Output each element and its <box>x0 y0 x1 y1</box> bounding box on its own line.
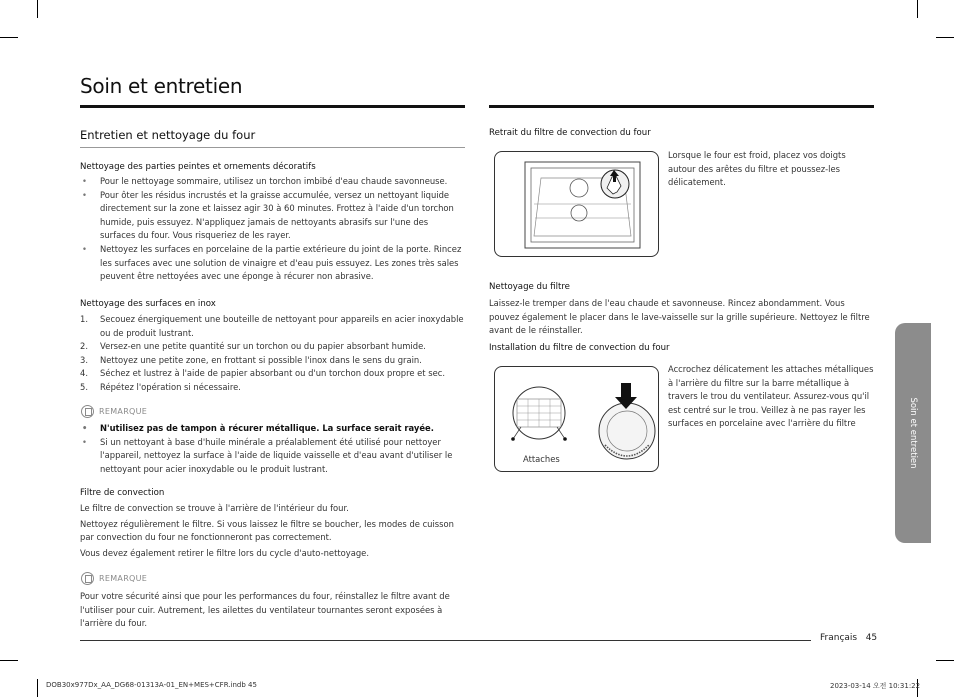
filter-attachments-illustration <box>495 367 658 471</box>
crop-mark <box>37 0 38 18</box>
crop-mark <box>0 660 18 661</box>
painted-heading: Nettoyage des parties peintes et ornements décoratifs <box>80 162 316 172</box>
filter-install-figure <box>494 366 659 472</box>
section-rule <box>80 147 465 148</box>
cleaning-text: Laissez-le tremper dans de l'eau chaude et savonneuse. Rincez abondamment. Vous pouvez également le placer dans le lave-vaisselle sur la grille supérieure. Nettoyez le filtre avant de le réinstaller. <box>489 298 870 336</box>
inox-steps <box>80 313 466 395</box>
removal-text: Lorsque le four est froid, placez vos doigts autour des arêtes du filtre et poussez-les délicatement. <box>668 150 846 188</box>
imprint-left: DOB30x977Dx_AA_DG68-01313A-01_EN+MES+CFR.indb 45 <box>46 681 257 689</box>
filter-paragraph: Nettoyez régulièrement le filtre. Si vous laissez le filtre se boucher, les modes de cuisson par convection du four ne fonctionneront pas correctement. <box>80 518 454 543</box>
inox-heading: Nettoyage des surfaces en inox <box>80 299 216 309</box>
install-text: Accrochez délicatement les attaches métalliques à l'arrière du filtre sur la barre métallique à travers le trou du ventilateur. Assurez-vous qu'il est centré sur le trou. Veillez à ne pas rayer les surfaces en porcelaine avec l'arrière du filtre <box>668 364 874 429</box>
note-icon <box>81 405 94 418</box>
note-label-2: REMARQUE <box>81 572 147 585</box>
oven-interior-illustration <box>495 152 658 256</box>
attaches-label: Attaches <box>523 454 560 464</box>
removal-heading: Retrait du filtre de convection du four <box>489 128 651 138</box>
crop-mark <box>917 0 918 18</box>
list-item: • Pour le nettoyage sommaire, utilisez un torchon imbibé d'eau chaude savonneuse. <box>80 175 466 189</box>
note-2-text: Pour votre sécurité ainsi que pour les performances du four, réinstallez le filtre avant de l'utiliser pour cuir. Autrement, les ailettes du ventilateur tournantes seront exposées à l'arrière du four. <box>80 591 450 629</box>
crop-mark <box>0 37 18 38</box>
filter-paragraph: Vous devez également retirer le filtre lors du cycle d'auto-nettoyage. <box>80 547 369 558</box>
painted-section <box>80 162 466 284</box>
page-number <box>820 633 877 643</box>
footer-rule <box>80 640 811 641</box>
crop-mark <box>37 679 38 697</box>
note-icon <box>81 572 94 585</box>
footer-language: Français <box>820 633 858 643</box>
note-1 <box>80 422 466 476</box>
list-item: 5. Répétez l'opération si nécessaire. <box>80 381 241 392</box>
install-heading: Installation du filtre de convection du four <box>489 343 670 353</box>
footer-page: 45 <box>865 633 878 643</box>
painted-bullets <box>80 175 466 284</box>
list-item: • Pour ôter les résidus incrustés et la graisse accumulée, versez un nettoyant liquide directement sur la zone et laissez agir 30 à 60 minutes. Frottez à l'aide d'un torchon humide, puis essuyez. N'appliquez jamais de nettoyants abrasifs sur l'une des surfaces du four. Vous risqueriez de les rayer. <box>80 189 466 243</box>
filter-heading: Filtre de convection <box>80 488 165 498</box>
list-item: 1. Secouez énergiquement une bouteille de nettoyant pour appareils en acier inoxydable ou de produit lustrant. <box>80 314 464 338</box>
filter-paragraph: Le filtre de convection se trouve à l'arrière de l'intérieur du four. <box>80 503 349 513</box>
list-item: 3. Nettoyez une petite zone, en frottant si possible l'inox dans le sens du grain. <box>80 354 422 365</box>
crop-mark <box>936 37 954 38</box>
note-label-1: REMARQUE <box>81 405 147 418</box>
list-item: • Si un nettoyant à base d'huile minérale a préalablement été utilisé pour nettoyer l'appareil, nettoyez la surface à l'aide de liquide vaisselle et d'eau avant d'utiliser le nettoyant pour acier inoxydable ou le produit lustrant. <box>80 436 466 477</box>
filter-section <box>80 488 466 560</box>
crop-mark <box>936 660 954 661</box>
chapter-side-tab <box>895 323 931 543</box>
list-item: 2. Versez-en une petite quantité sur un torchon ou du papier absorbant humide. <box>80 341 426 352</box>
list-item: • Nettoyez les surfaces en porcelaine de la partie extérieure du joint de la porte. Rincez les surfaces avec une solution de vinaigre et d'eau puis essuyez. Les zones très sales peuvent être nettoyées avec une éponge à récurer non abrasive. <box>80 243 466 284</box>
list-item: • N'utilisez pas de tampon à récurer métallique. La surface serait rayée. <box>80 422 466 436</box>
side-tab-label: Soin et entretien <box>908 397 918 469</box>
title-rule-left <box>80 105 465 108</box>
cleaning-heading: Nettoyage du filtre <box>489 282 570 292</box>
oven-filter-removal-figure <box>494 151 659 257</box>
inox-section <box>80 299 466 395</box>
page-title: Soin et entretien <box>80 74 243 98</box>
title-rule-right <box>489 105 874 108</box>
list-item: 4. Séchez et lustrez à l'aide de papier absorbant ou d'un torchon doux propre et sec. <box>80 368 446 379</box>
section-heading: Entretien et nettoyage du four <box>80 128 256 142</box>
imprint-right: 2023-03-14 오전 10:31:22 <box>830 682 921 690</box>
